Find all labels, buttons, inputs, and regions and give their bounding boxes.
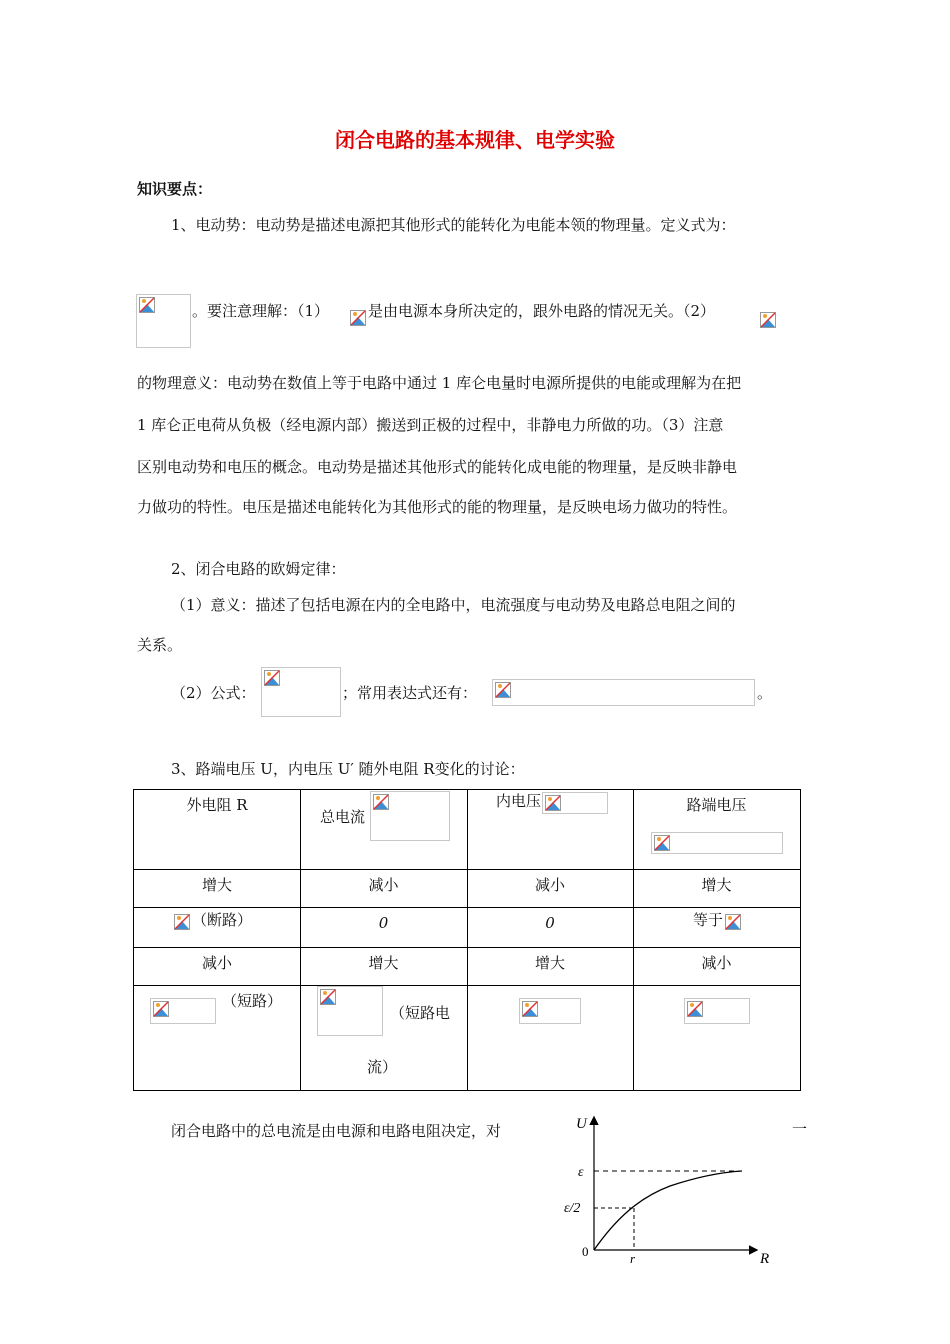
section-heading: 知识要点： — [137, 180, 213, 198]
broken-image-icon — [350, 310, 366, 326]
broken-image-icon — [153, 1001, 169, 1017]
s3-title: 3、路端电压 U，内电压 U′ 随外电阻 R变化的讨论： — [171, 760, 525, 778]
x-axis-label: R — [760, 1251, 770, 1267]
s1-line2a: 。要注意理解：（1） — [192, 302, 330, 320]
s1-p4: 力做功的特性。电压是描述电能转化为其他形式的能的物理量，是反映电场力做功的特性。 — [137, 498, 738, 516]
broken-image-icon — [139, 297, 155, 313]
s1-line1: 1、电动势：电动势是描述电源把其他形式的能转化为电能本领的物理量。定义式为： — [171, 216, 736, 234]
s2-meaning-1: （1）意义：描述了包括电源在内的全电路中，电流强度与电动势及电路总电阻之间的 — [171, 596, 736, 614]
u-curve — [594, 1171, 742, 1250]
table-cell: 增大 — [201, 876, 232, 894]
symbol-image — [725, 914, 743, 932]
broken-image-icon — [654, 835, 670, 851]
r-label: r — [630, 1251, 636, 1266]
table-cell: （断路） — [192, 911, 253, 929]
formula-image — [317, 986, 383, 1036]
s1-p3: 区别电动势和电压的概念。电动势是描述其他形式的能转化成电能的物理量，是反映非静电 — [137, 458, 738, 476]
formula-image — [261, 667, 341, 717]
table-cell: 流） — [367, 1058, 398, 1076]
header-terminal-voltage: 路端电压 — [686, 796, 747, 814]
table-cell: 减小 — [201, 954, 232, 972]
table-cell: （短路） — [222, 992, 283, 1010]
symbol-image — [760, 312, 778, 330]
broken-image-icon — [522, 1001, 538, 1017]
broken-image-icon — [495, 682, 511, 698]
table-cell: （短路电 — [390, 1004, 451, 1022]
table-cell: 增大 — [368, 954, 399, 972]
symbol-image — [174, 914, 192, 932]
formula-image — [492, 679, 755, 706]
broken-image-icon — [725, 914, 741, 930]
s2-formula-other: ；常用表达式还有： — [342, 684, 478, 702]
formula-image — [519, 998, 581, 1024]
origin-label: 0 — [582, 1244, 589, 1259]
table-cell: 0 — [378, 914, 389, 932]
s1-line2b: 是由电源本身所决定的，跟外电路的情况无关。（2） — [368, 302, 716, 320]
footer-dash: 一 — [792, 1120, 808, 1138]
broken-image-icon — [320, 989, 336, 1005]
symbol-image — [350, 310, 368, 328]
header-total-current: 总电流 — [320, 808, 366, 826]
broken-image-icon — [264, 670, 280, 686]
table-cell: 0 — [545, 914, 555, 932]
broken-image-icon — [687, 1001, 703, 1017]
broken-image-icon — [760, 312, 776, 328]
formula-image — [651, 832, 783, 854]
table-cell: 减小 — [368, 876, 399, 894]
header-internal-voltage: 内电压 — [496, 792, 542, 810]
u-r-graph — [560, 1108, 780, 1278]
y-axis-label: U — [576, 1116, 587, 1132]
table-cell: 减小 — [701, 954, 732, 972]
s2-title: 2、闭合电路的欧姆定律： — [171, 560, 346, 578]
s1-p2: 1 库仑正电荷从负极（经电源内部）搬送到正极的过程中，非静电力所做的功。（3）注意 — [137, 416, 724, 434]
table-cell: 等于 — [693, 911, 724, 929]
broken-image-icon — [373, 794, 389, 810]
header-external-resistance: 外电阻 R — [186, 796, 248, 814]
table-cell: 增大 — [534, 954, 565, 972]
formula-image — [150, 998, 216, 1024]
s1-p1: 的物理意义：电动势在数值上等于电路中通过 1 库仑电量时电源所提供的电能或理解为在把 — [137, 374, 742, 392]
broken-image-icon — [174, 914, 190, 930]
discussion-table — [133, 789, 801, 1091]
s2-formula-label: （2）公式： — [171, 684, 256, 702]
formula-image — [136, 294, 191, 348]
page-title: 闭合电路的基本规律、电学实验 — [335, 128, 615, 152]
formula-image — [542, 792, 608, 814]
formula-image — [684, 998, 750, 1024]
footer-text: 闭合电路中的总电流是由电源和电路电阻决定，对 — [171, 1122, 502, 1140]
half-emf-label: ε/2 — [564, 1201, 581, 1216]
s2-meaning-2: 关系。 — [137, 636, 183, 654]
formula-image — [370, 791, 450, 841]
table-cell: 减小 — [534, 876, 565, 894]
table-cell: 增大 — [701, 876, 732, 894]
broken-image-icon — [545, 795, 561, 811]
emf-label: ε — [578, 1165, 584, 1180]
s2-period: 。 — [757, 684, 773, 702]
